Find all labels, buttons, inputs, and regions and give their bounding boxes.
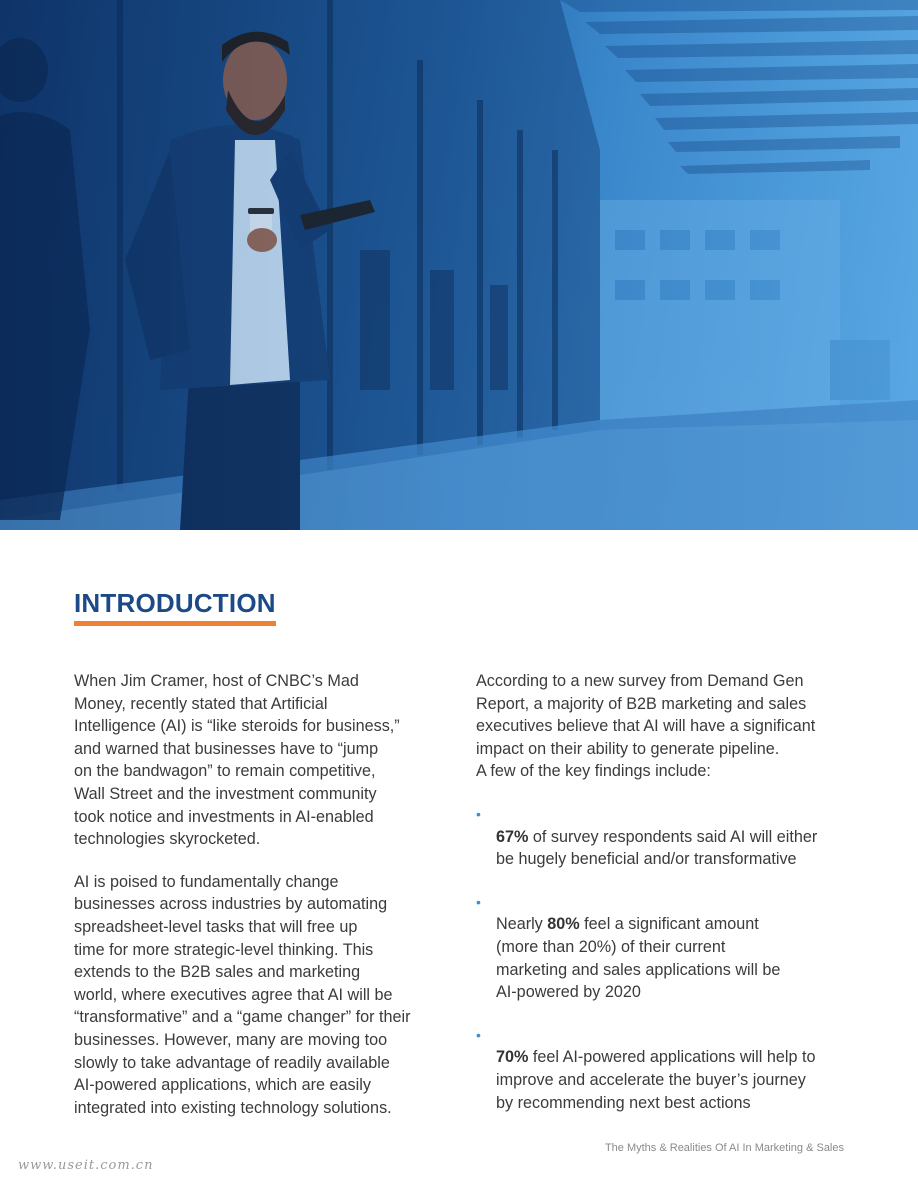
intro-paragraph-2: AI is poised to fundamentally change businesses across industries by automating spreadsheet-level tasks that will free up time for more strategic-level thinking. This extends to the B2B sales and marketing world, where executives agree that AI will be “transformative” and a “game changer” for their businesses. However, many are moving too slowly to take advantage of readily available AI-powered applications, which are easily integrated into existing technology solutions. — [74, 872, 411, 1117]
finding-post-text: feel AI-powered applications will help to improve and accelerate the buyer’s journey by recommending next best actions — [496, 1048, 816, 1112]
finding-highlight: 70% — [496, 1048, 529, 1067]
left-column — [74, 670, 446, 1119]
finding-item — [476, 1024, 848, 1114]
finding-item — [476, 891, 848, 1004]
watermark-text: www.useit.com.cn — [18, 1158, 154, 1173]
hero-image — [0, 0, 918, 530]
page-footer: The Myths & Realities Of AI In Marketing & Sales — [604, 1142, 844, 1154]
bullet-icon: • — [476, 805, 481, 822]
finding-post-text: of survey respondents said AI will either be hugely beneficial and/or transformative — [496, 827, 818, 869]
right-column — [476, 670, 848, 1134]
finding-highlight: 67% — [496, 827, 529, 846]
finding-post-text: feel a significant amount (more than 20%) of their current marketing and sales applications will be AI-powered by 2020 — [496, 915, 781, 1002]
bullet-icon: • — [476, 893, 481, 910]
finding-pre-text: Nearly — [496, 915, 548, 934]
finding-item — [476, 803, 848, 871]
hero-photo-illustration — [0, 0, 918, 530]
finding-highlight: 80% — [547, 915, 580, 934]
bullet-icon: • — [476, 1026, 481, 1043]
key-findings-list — [476, 803, 848, 1114]
section-heading: INTRODUCTION — [74, 588, 276, 626]
intro-paragraph-1: When Jim Cramer, host of CNBC’s Mad Money, recently stated that Artificial Intelligence (AI) is “like steroids for business,” and warned that businesses have to “jump on the bandwagon” to remain competitive, Wall Street and the investment community took notice and investments in AI-enabled technologies skyrocketed. — [74, 672, 400, 849]
survey-intro-paragraph: According to a new survey from Demand Gen Report, a majority of B2B marketing and sales executives believe that AI will have a significant impact on their ability to generate pipeline. A few of the key findings include: — [476, 672, 816, 781]
